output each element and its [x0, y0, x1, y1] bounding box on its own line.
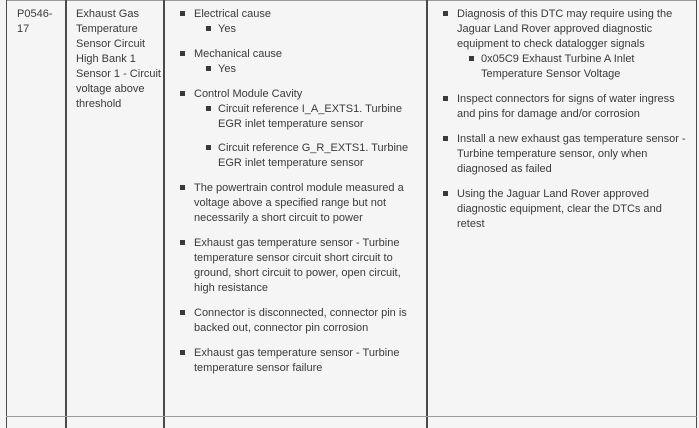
electrical-cause-value: Yes: [218, 23, 236, 35]
list-item: [440, 7, 687, 82]
list-item: [194, 102, 409, 132]
list-item: [194, 141, 409, 171]
dtc-code: P0546- 17: [17, 8, 53, 35]
mechanical-cause-value: Yes: [218, 63, 236, 75]
list-item: [177, 47, 409, 77]
list-item: [440, 132, 687, 177]
electrical-cause-label: Electrical cause: [194, 8, 272, 20]
actions-cell: [426, 0, 697, 428]
dtc-description-cell: [65, 0, 163, 428]
list-item: [194, 22, 409, 37]
list-item: [177, 7, 409, 37]
list-item: [457, 52, 687, 82]
list-item: [177, 181, 409, 226]
causes-list: [177, 7, 426, 376]
cavity-item: Circuit reference I_A_EXTS1. Turbine EGR inlet temperature sensor: [218, 103, 403, 130]
action-text: Using the Jaguar Land Rover approved diagnostic equipment, clear the DTCs and retest: [457, 188, 662, 230]
cause-text: Connector is disconnected, connector pin is backed out, connector pin corrosion: [194, 307, 407, 334]
cause-text: The powertrain control module measured a voltage above a specified range but not necessarily a short circuit to power: [194, 182, 404, 224]
list-item: [177, 87, 409, 171]
cause-text: Exhaust gas temperature sensor - Turbine temperature sensor circuit short circuit to ground, short circuit to power, open circuit, high resistance: [194, 237, 401, 294]
cause-text: Exhaust gas temperature sensor - Turbine temperature sensor failure: [194, 347, 400, 374]
diagnosis-text: Diagnosis of this DTC may require using the Jaguar Land Rover approved diagnostic equipment to check datalogger signals: [457, 8, 673, 50]
possible-causes-cell: [163, 0, 426, 428]
action-text: Install a new exhaust gas temperature sensor - Turbine temperature sensor, only when diagnosed as failed: [457, 133, 686, 175]
list-item: [440, 187, 687, 232]
list-item: [177, 306, 409, 336]
list-item: [440, 92, 687, 122]
action-text: Inspect connectors for signs of water ingress and pins for damage and/or corrosion: [457, 93, 675, 120]
cavity-item: Circuit reference G_R_EXTS1. Turbine EGR inlet temperature sensor: [218, 142, 409, 169]
datalogger-signal: 0x05C9 Exhaust Turbine A Inlet Temperature Sensor Voltage: [481, 53, 635, 80]
list-item: [177, 236, 409, 296]
dtc-code-cell: [6, 0, 65, 428]
actions-list: [440, 7, 696, 232]
mechanical-cause-label: Mechanical cause: [194, 48, 283, 60]
list-item: [194, 62, 409, 77]
dtc-description: Exhaust Gas Temperature Sensor Circuit High Bank 1 Sensor 1 - Circuit voltage above threshold: [76, 8, 161, 110]
list-item: [177, 346, 409, 376]
cavity-label: Control Module Cavity: [194, 88, 303, 100]
table-row-divider: [6, 416, 697, 417]
